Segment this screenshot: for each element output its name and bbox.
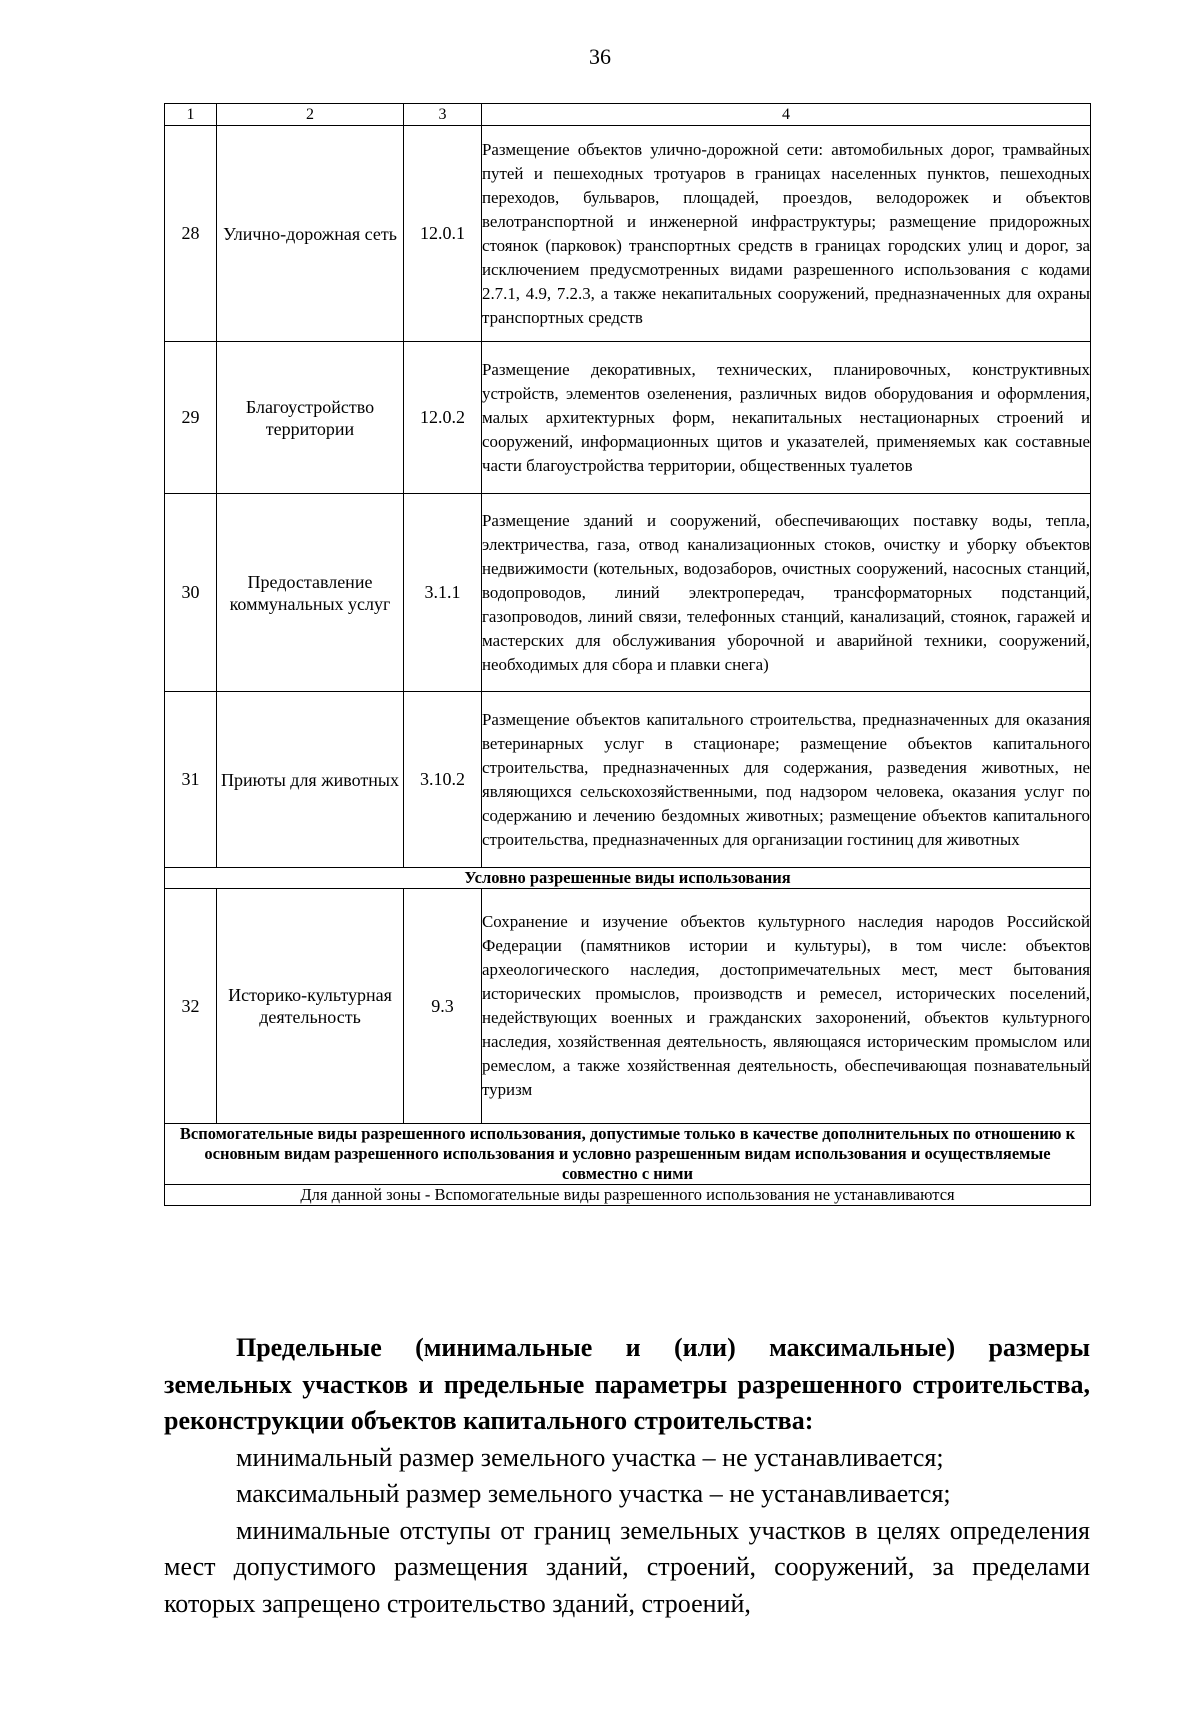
column-header: 4 [482, 104, 1091, 126]
use-type-description: Размещение зданий и сооружений, обеспечивающих поставку воды, тепла, электричества, газа, отвод канализационных стоков, очистку и уборку объектов недвижимости (котельных, водозаборов, очистных сооружений, насосных станций, водопроводов, линий электропередач, трансформаторных подстанций, газопроводов, линий связи, телефонных станций, канализаций, стоянок, гаражей и мастерских для обслуживания уборочной и аварийной техники, сооружений, необходимых для сбора и плавки снега) [482, 494, 1091, 692]
limits-section [164, 1330, 1090, 1622]
land-use-table [164, 103, 1091, 1206]
use-type-name: Историко-культурная деятельность [217, 889, 404, 1124]
table-row [165, 342, 1091, 494]
use-type-code: 3.1.1 [404, 494, 482, 692]
use-type-description: Размещение декоративных, технических, планировочных, конструктивных устройств, элементов озеленения, различных видов оборудования и оформления, малых архитектурных форм, некапитальных нестационарных строений и сооружений, информационных щитов и указателей, применяемых как составные части благоустройства территории, общественных туалетов [482, 342, 1091, 494]
table-row [165, 692, 1091, 868]
use-type-code: 3.10.2 [404, 692, 482, 868]
column-header: 2 [217, 104, 404, 126]
row-number: 31 [165, 692, 217, 868]
section-title-conditional: Условно разрешенные виды использования [165, 868, 1091, 889]
section-row-auxiliary [165, 1124, 1091, 1185]
use-type-name: Приюты для животных [217, 692, 404, 868]
auxiliary-note-row [165, 1185, 1091, 1206]
use-type-code: 12.0.1 [404, 126, 482, 342]
min-setbacks-paragraph: минимальные отступы от границ земельных участков в целях определения мест допустимого размещения зданий, строений, сооружений, за пределами которых запрещено строительство зданий, строений, [164, 1515, 1090, 1618]
use-type-description: Сохранение и изучение объектов культурного наследия народов Российской Федерации (памятников истории и культуры), в том числе: объектов археологического наследия, достопримечательных мест, мест бытования исторических промыслов, производств и ремесел, исторических поселений, недействующих военных и гражданских захоронений, объектов культурного наследия, хозяйственная деятельность, являющаяся историческим промыслом или ремеслом, а также хозяйственная деятельность, обеспечивающая познавательный туризм [482, 889, 1091, 1124]
table-row [165, 494, 1091, 692]
section-row-conditional [165, 868, 1091, 889]
table-header-row [165, 104, 1091, 126]
auxiliary-note: Для данной зоны - Вспомогательные виды разрешенного использования не устанавливаются [165, 1185, 1091, 1206]
use-type-description: Размещение объектов капитального строительства, предназначенных для оказания ветеринарных услуг в стационаре; размещение объектов капитального строительства, предназначенных для содержания, разведения животных, не являющихся сельскохозяйственными, под надзором человека, оказания услуг по содержанию и лечению бездомных животных; размещение объектов капитального строительства, предназначенных для организации гостиниц для животных [482, 692, 1091, 868]
row-number: 29 [165, 342, 217, 494]
use-type-code: 9.3 [404, 889, 482, 1124]
use-type-name: Предоставление коммунальных услуг [217, 494, 404, 692]
section-title-auxiliary: Вспомогательные виды разрешенного использования, допустимые только в качестве дополнительных по отношению к основным видам разрешенного использования и условно разрешенным видам использования и осуществляемые совместно с ними [165, 1124, 1091, 1185]
use-type-name: Благоустройство территории [217, 342, 404, 494]
use-type-name: Улично-дорожная сеть [217, 126, 404, 342]
max-plot-size: максимальный размер земельного участка – не устанавливается; [236, 1479, 951, 1508]
row-number: 32 [165, 889, 217, 1124]
use-type-description: Размещение объектов улично-дорожной сети: автомобильных дорог, трамвайных путей и пешеходных тротуаров в границах населенных пунктов, пешеходных переходов, бульваров, площадей, проездов, велодорожек и объектов велотранспортной и инженерной инфраструктуры; размещение придорожных стоянок (парковок) транспортных средств в границах городских улиц и дорог, за исключением предусмотренных видами разрешенного использования с кодами 2.7.1, 4.9, 7.2.3, а также некапитальных сооружений, предназначенных для охраны транспортных средств [482, 126, 1091, 342]
min-plot-size: минимальный размер земельного участка – не устанавливается; [236, 1442, 944, 1472]
column-header: 3 [404, 104, 482, 126]
row-number: 30 [165, 494, 217, 692]
page-number: 36 [589, 44, 611, 69]
row-number: 28 [165, 126, 217, 342]
limits-heading: Предельные (минимальные и (или) максимальные) размеры земельных участков и предельные параметры разрешенного строительства, реконструкции объектов капитального строительства: [164, 1333, 1090, 1435]
use-type-code: 12.0.2 [404, 342, 482, 494]
column-header: 1 [165, 104, 217, 126]
table-row [165, 126, 1091, 342]
table-row [165, 889, 1091, 1124]
